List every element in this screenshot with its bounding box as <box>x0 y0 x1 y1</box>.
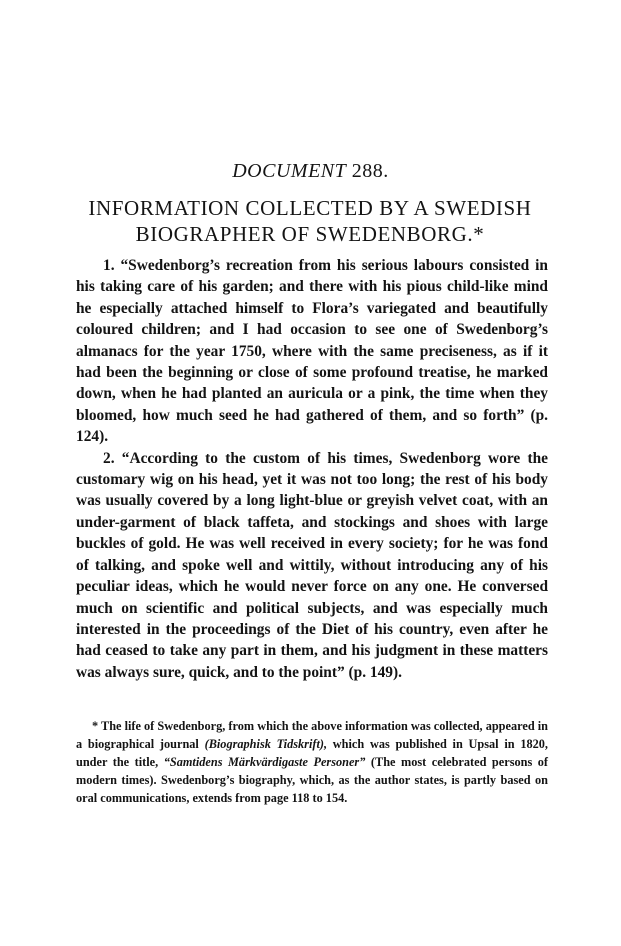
document-number: 288. <box>351 160 389 182</box>
footnote-part-2: which was published in Upsal in 1820, under the title, <box>76 737 549 769</box>
footnote <box>76 717 548 807</box>
title-line-1: INFORMATION COLLECTED BY A SWEDISH <box>88 196 532 220</box>
body-text <box>76 255 548 683</box>
title-line-2: BIOGRAPHER OF SWEDENBORG.* <box>135 222 485 246</box>
page-title <box>60 195 560 247</box>
footnote-journal-title: (Biographisk Tidskrift), <box>204 737 328 751</box>
footnote-text <box>76 717 548 807</box>
footnote-book-title: “Samtidens Märkvärdigaste Personer” <box>163 755 366 769</box>
document-label-prefix: DOCUMENT <box>232 160 347 182</box>
footnote-part-1: * The life of Swedenborg, from which the above information was collected, appeared in a biographical journal <box>76 719 548 751</box>
paragraph-1: 1. “Swedenborg’s recreation from his serious labours consisted in his taking care of his garden; and there with his pious child-like mind he especially attached himself to Flora’s variegated and beautifully coloured children; and I had occasion to see one of Swedenborg’s almanacs for the year 1750, where with the same preciseness, as if it had been the beginning or close of some profound treatise, he marked down, when he had planted an auricula or a pink, the time when they bloomed, how much seed he had gathered of them, and so forth” (p. 124). <box>76 257 548 446</box>
paragraph-2: 2. “According to the custom of his times, Swedenborg wore the customary wig on his head, yet it was not too long; the rest of his body was usually covered by a long light-blue or greyish velvet coat, with an under-garment of black taffeta, and stockings and shoes with large buckles of gold. He was well received in every society; for he was fond of talking, and spoke well and wittily, without introducing any of his peculiar ideas, which he would never force on any one. He conversed much on scientific and political subjects, and was especially much interested in the proceedings of the Diet of his country, even after he had ceased to take any part in them, and his judgment in these matters was always sure, quick, and to the point” (p. 149). <box>76 449 548 681</box>
footnote-part-3: (The most celebrated persons of modern times). Swedenborg’s biography, which, as the author states, is partly based on oral communications, extends from page 118 to 154. <box>76 755 549 805</box>
document-label <box>0 160 621 183</box>
